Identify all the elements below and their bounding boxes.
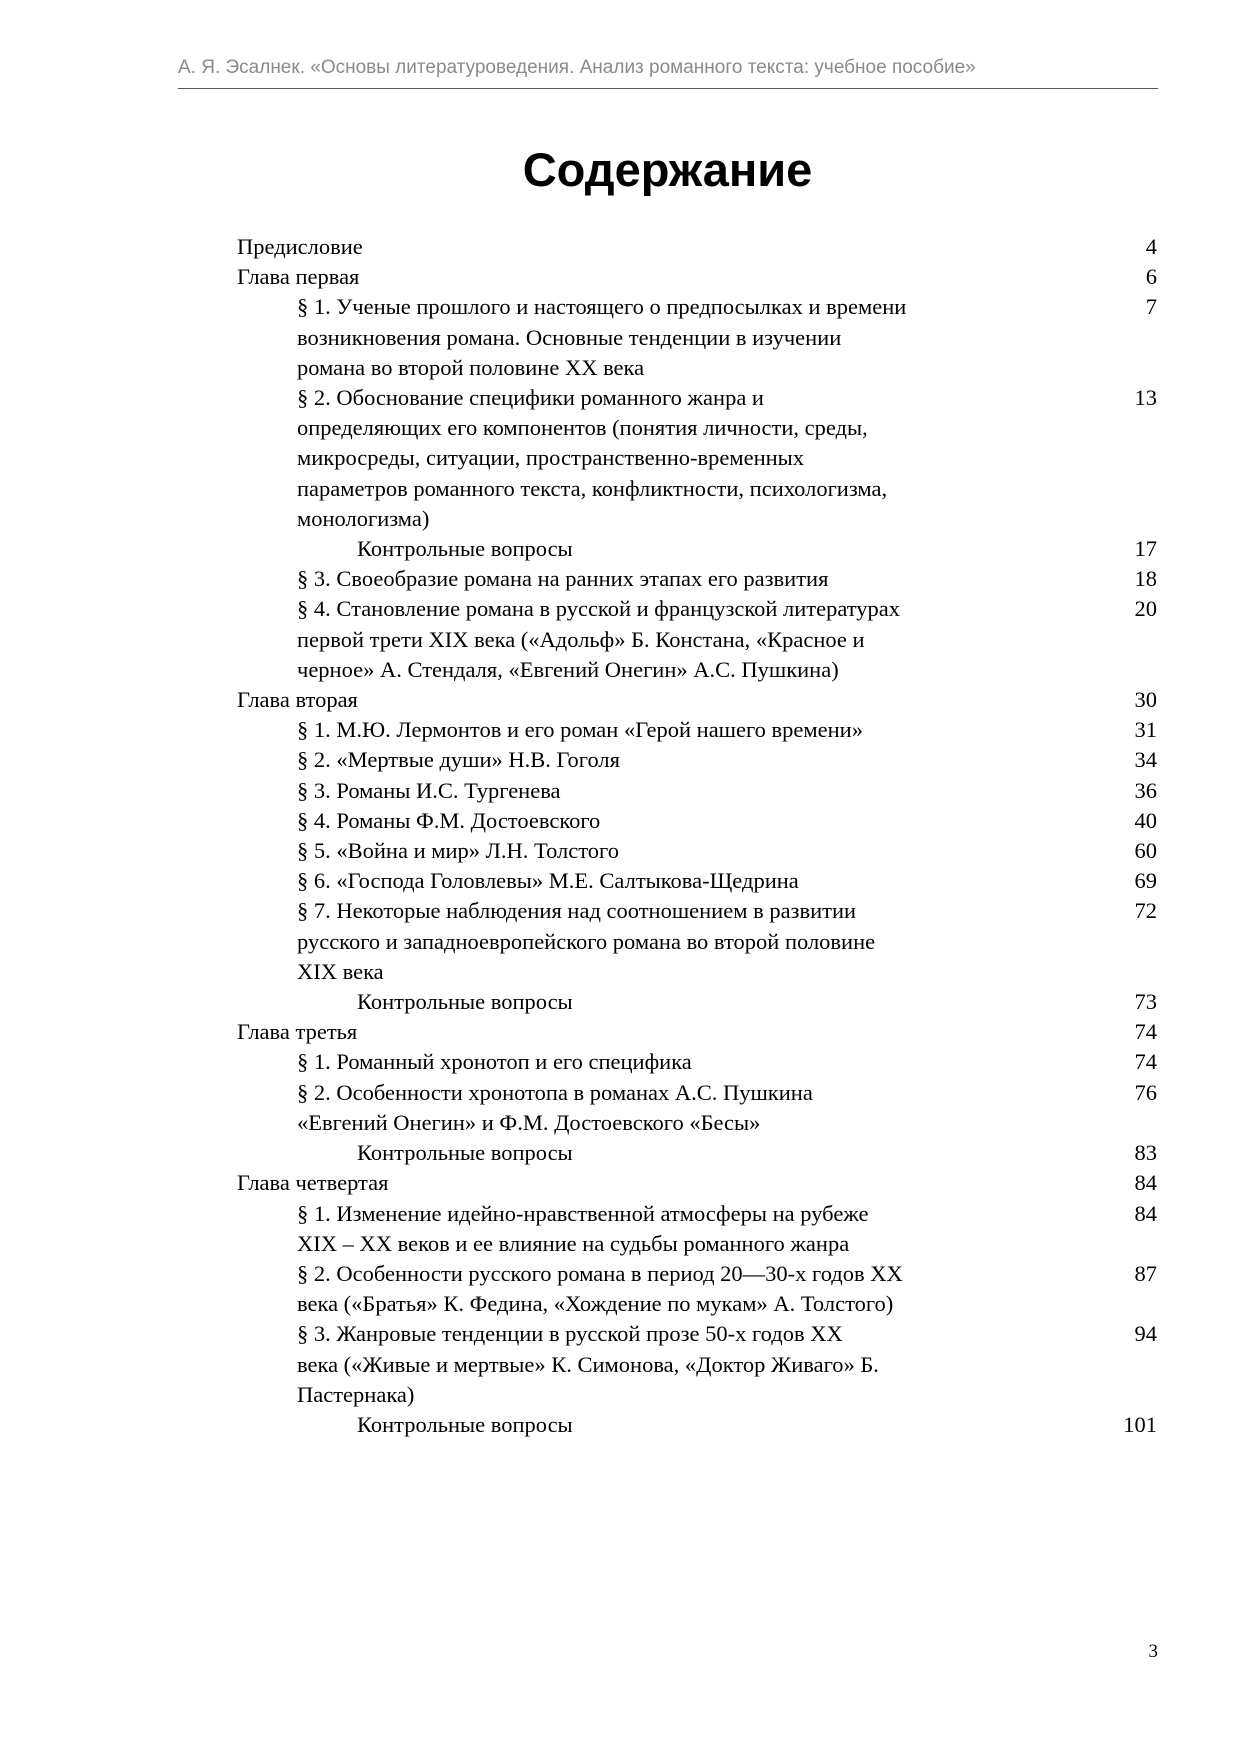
toc-entry-title: § 2. Особенности хронотопа в романах А.С. Пушкина «Евгений Онегин» и Ф.М. Достоевского «Бесы» [297, 1079, 813, 1135]
toc-entry-title: § 3. Жанровые тенденции в русской прозе 50-х годов XX века («Живые и мертвые» К. Симонова, «Доктор Живаго» Б. Пастернака) [297, 1321, 879, 1407]
toc-section [0, 564, 1241, 594]
toc-entry-page: 17 [1134, 536, 1157, 562]
toc-entry-title: Глава вторая [237, 687, 358, 713]
toc-entry-page: 73 [1134, 989, 1157, 1015]
toc-entry-page: 72 [1134, 898, 1157, 924]
toc-entry-title: Глава третья [237, 1019, 358, 1045]
toc-entry-page: 20 [1134, 596, 1157, 622]
toc-entry-page: 83 [1134, 1140, 1157, 1166]
page-number: 3 [1148, 1641, 1158, 1662]
running-header: А. Я. Эсалнек. «Основы литературоведения. Анализ романного текста: учебное пособие» [178, 57, 976, 78]
toc-entry-page: 6 [1145, 264, 1157, 290]
toc-entry-title: § 1. Романный хронотоп и его специфика [297, 1049, 692, 1075]
toc-entry-title: § 4. Романы Ф.М. Достоевского [297, 807, 601, 833]
toc-entry-page: 69 [1134, 868, 1157, 894]
toc-entry-page: 40 [1134, 807, 1157, 833]
toc-section [0, 292, 1241, 383]
toc-entry-page: 13 [1134, 385, 1157, 411]
toc-entry-title: § 2. Обоснование специфики романного жанра и определяющих его компонентов (понятия личности, среды, микросреды, ситуации, пространственно-временных параметров романного текста, конфликтности, психологизма, монологизма) [297, 385, 888, 531]
toc-section [0, 715, 1241, 745]
toc-entry-page: 7 [1145, 294, 1157, 320]
toc-entry-title: § 3. Романы И.С. Тургенева [297, 777, 561, 803]
toc-section [0, 1078, 1241, 1138]
toc-entry-page: 18 [1134, 566, 1157, 592]
toc-entry-title: Контрольные вопросы [357, 536, 573, 562]
toc-section [0, 383, 1241, 534]
header-divider [178, 88, 1158, 89]
toc-entry-title: § 3. Своеобразие романа на ранних этапах его развития [297, 566, 829, 592]
toc-entry-page: 101 [1123, 1411, 1157, 1437]
toc-entry-page: 84 [1134, 1170, 1157, 1196]
toc-entry-title: § 1. Изменение идейно-нравственной атмосферы на рубеже XIX – XX веков и ее влияние на судьбы романного жанра [297, 1200, 869, 1256]
toc-entry-title: Предисловие [237, 234, 363, 259]
toc-entry-title: Контрольные вопросы [357, 989, 573, 1015]
toc-entry-title: Контрольные вопросы [357, 1411, 573, 1437]
toc-entry-title: § 2. «Мертвые души» Н.В. Гоголя [297, 747, 621, 773]
toc-entry-title: Глава первая [237, 264, 360, 290]
toc-entry-title: § 1. М.Ю. Лермонтов и его роман «Герой нашего времени» [297, 717, 863, 743]
toc-section [0, 1319, 1241, 1410]
toc-section [0, 776, 1241, 806]
toc-section [0, 806, 1241, 836]
toc-entry-title: § 2. Особенности русского романа в период 20—30-х годов XX века («Братья» К. Федина, «Хождение по мукам» А. Толстого) [297, 1260, 903, 1317]
toc-questions [0, 1410, 1241, 1440]
toc-entry-page: 74 [1134, 1049, 1157, 1075]
toc-entry-title: § 1. Ученые прошлого и настоящего о предпосылках и времени возникновения романа. Основные тенденции в изучении романа во второй половине XX века [297, 294, 907, 380]
toc-section [0, 836, 1241, 866]
toc-chapter [0, 1168, 1241, 1198]
toc-section [0, 866, 1241, 896]
toc-entry-title: § 4. Становление романа в русской и французской литературах первой трети XIX века («Адольф» Б. Констана, «Красное и черное» А. Стендаля, «Евгений Онегин» А.С. Пушкина) [297, 596, 901, 682]
toc-section [0, 1259, 1241, 1319]
toc-section [0, 896, 1241, 987]
toc-entry-title: Глава четвертая [237, 1170, 389, 1196]
toc-entry-page: 84 [1134, 1200, 1157, 1226]
toc-section [0, 1199, 1241, 1259]
toc-questions [0, 987, 1241, 1017]
toc-entry-page: 60 [1134, 838, 1157, 864]
toc-entry-title: § 5. «Война и мир» Л.Н. Толстого [297, 838, 619, 864]
toc-section [0, 1047, 1241, 1077]
toc-questions [0, 534, 1241, 564]
toc-chapter [0, 232, 1241, 262]
toc-chapter [0, 1017, 1241, 1047]
toc-entry-page: 36 [1134, 777, 1157, 803]
toc-section [0, 594, 1241, 685]
toc-entry-title: Контрольные вопросы [357, 1140, 573, 1166]
page-title: Содержание [522, 143, 813, 196]
toc-entry-page: 76 [1134, 1079, 1157, 1105]
toc-entry-title: § 7. Некоторые наблюдения над соотношением в развитии русского и западноевропейского романа во второй половине XIX века [297, 898, 876, 984]
toc-entry-page: 31 [1134, 717, 1157, 743]
toc-entry-page: 4 [1145, 234, 1157, 259]
toc-entry-title: § 6. «Господа Головлевы» М.Е. Салтыкова-Щедрина [297, 868, 799, 894]
toc-entry-page: 74 [1134, 1019, 1157, 1045]
toc-questions [0, 1138, 1241, 1168]
toc-section [0, 745, 1241, 775]
toc-entry-page: 94 [1134, 1321, 1157, 1347]
toc-entry-page: 34 [1134, 747, 1157, 773]
toc-entry-page: 87 [1134, 1260, 1157, 1286]
toc-entry-page: 30 [1134, 687, 1157, 713]
toc-chapter [0, 685, 1241, 715]
table-of-contents [0, 232, 1241, 1440]
toc-chapter [0, 262, 1241, 292]
